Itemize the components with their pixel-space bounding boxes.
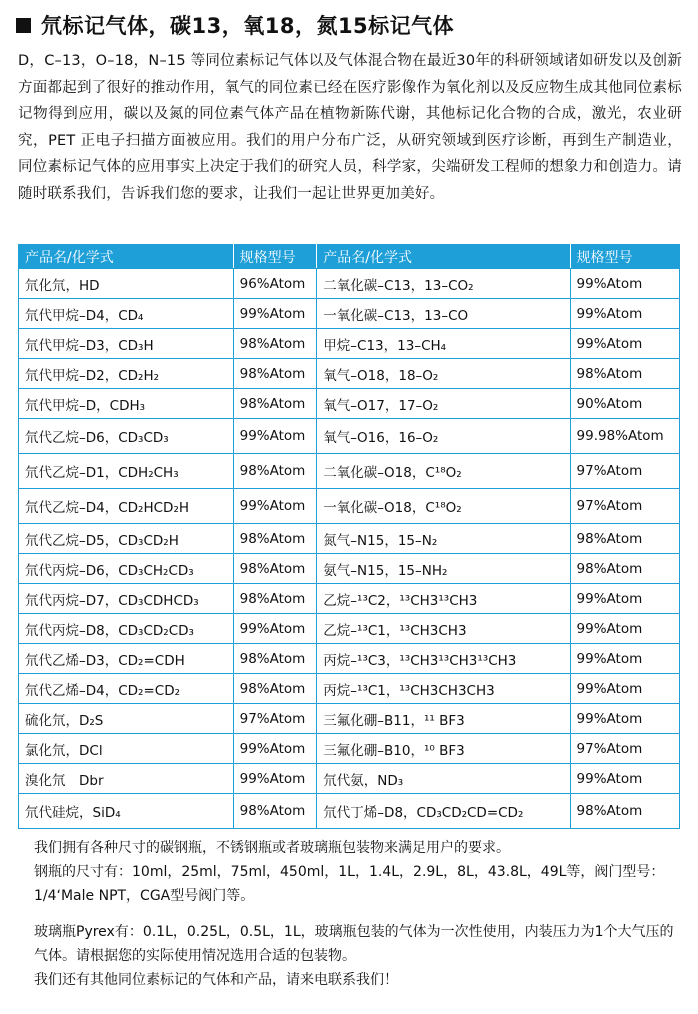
product-name-cell: 硫化氘，D₂S	[19, 704, 234, 734]
spec-cell: 96%Atom	[233, 269, 317, 299]
table-row	[19, 454, 680, 489]
spec-cell: 98%Atom	[570, 554, 679, 584]
page-title	[16, 10, 454, 40]
spec-cell: 99%Atom	[570, 584, 679, 614]
header-product-name-1: 产品名/化学式	[19, 245, 234, 269]
product-table	[18, 244, 680, 829]
product-name-cell: 氘代乙烯–D3，CD₂=CDH	[19, 644, 234, 674]
spec-cell: 99%Atom	[570, 299, 679, 329]
spec-cell: 98%Atom	[570, 359, 679, 389]
table-row	[19, 614, 680, 644]
product-name-cell: 氘代丁烯–D8，CD₃CD₂CD=CD₂	[317, 794, 570, 829]
table-body	[19, 269, 680, 829]
product-name-cell: 氘代甲烷–D3，CD₃H	[19, 329, 234, 359]
table-header-row	[19, 245, 680, 269]
spec-cell: 99%Atom	[233, 299, 317, 329]
spec-cell: 98%Atom	[233, 389, 317, 419]
product-name-cell: 氘代乙烷–D5，CD₃CD₂H	[19, 524, 234, 554]
spec-cell: 99%Atom	[570, 269, 679, 299]
product-name-cell: 二氧化碳–O18，C¹⁸O₂	[317, 454, 570, 489]
square-bullet-icon	[16, 18, 31, 33]
table-row	[19, 794, 680, 829]
product-name-cell: 氘代乙烷–D1，CDH₂CH₃	[19, 454, 234, 489]
table-row	[19, 419, 680, 454]
spec-cell: 97%Atom	[570, 454, 679, 489]
spec-cell: 98%Atom	[233, 329, 317, 359]
product-name-cell: 氘代乙烷–D6，CD₃CD₃	[19, 419, 234, 454]
product-name-cell: 一氧化碳–O18，C¹⁸O₂	[317, 489, 570, 524]
spec-cell: 97%Atom	[570, 734, 679, 764]
header-product-name-2: 产品名/化学式	[317, 245, 570, 269]
notes-line: 我们还有其他同位素标记的气体和产品，请来电联系我们！	[34, 972, 398, 988]
table-row	[19, 524, 680, 554]
page-title-text: 氘标记气体，碳13，氧18，氮15标记气体	[41, 14, 455, 38]
product-name-cell: 氘代甲烷–D4，CD₄	[19, 299, 234, 329]
spec-cell: 99%Atom	[233, 764, 317, 794]
notes-line: 钢瓶的尺寸有：10ml，25ml，75ml，450ml，1L，1.4L，2.9L，8L，43.8L，49L等，阀门型号：1/4‘Male NPT，CGA型号阀门等。	[34, 864, 665, 904]
table-row	[19, 389, 680, 419]
table-row	[19, 674, 680, 704]
spec-cell: 98%Atom	[233, 359, 317, 389]
product-name-cell: 丙烷–¹³C1，¹³CH3CH3CH3	[317, 674, 570, 704]
product-name-cell: 溴化氘 Dbr	[19, 764, 234, 794]
header-spec-2: 规格型号	[570, 245, 679, 269]
notes-section	[34, 836, 674, 992]
header-spec-1: 规格型号	[233, 245, 317, 269]
table-row	[19, 554, 680, 584]
table-row	[19, 584, 680, 614]
table-row	[19, 734, 680, 764]
spec-cell: 99%Atom	[570, 704, 679, 734]
table-row	[19, 359, 680, 389]
table-row	[19, 329, 680, 359]
spec-cell: 90%Atom	[570, 389, 679, 419]
product-name-cell: 氘化氘，HD	[19, 269, 234, 299]
product-name-cell: 氘代丙烷–D6，CD₃CH₂CD₃	[19, 554, 234, 584]
product-name-cell: 一氧化碳–C13，13–CO	[317, 299, 570, 329]
product-name-cell: 氮气–N15，15–N₂	[317, 524, 570, 554]
product-name-cell: 氘代乙烯–D4，CD₂=CD₂	[19, 674, 234, 704]
spec-cell: 99%Atom	[233, 489, 317, 524]
spec-cell: 98%Atom	[233, 554, 317, 584]
spec-cell: 99%Atom	[570, 329, 679, 359]
product-name-cell: 氘代丙烷–D7，CD₃CDHCD₃	[19, 584, 234, 614]
table-row	[19, 644, 680, 674]
spec-cell: 99%Atom	[570, 614, 679, 644]
spec-cell: 99%Atom	[233, 419, 317, 454]
product-name-cell: 氨气–N15，15–NH₂	[317, 554, 570, 584]
table-row	[19, 489, 680, 524]
product-name-cell: 氘代甲烷–D，CDH₃	[19, 389, 234, 419]
product-name-cell: 三氟化硼–B11，¹¹ BF3	[317, 704, 570, 734]
product-name-cell: 氘代氨，ND₃	[317, 764, 570, 794]
spec-cell: 99%Atom	[233, 734, 317, 764]
product-name-cell: 氧气–O18，18–O₂	[317, 359, 570, 389]
spec-cell: 97%Atom	[233, 704, 317, 734]
notes-line: 我们拥有各种尺寸的碳钢瓶，不锈钢瓶或者玻璃瓶包装物来满足用户的要求。	[34, 840, 510, 856]
spec-cell: 97%Atom	[570, 489, 679, 524]
spec-cell: 99%Atom	[233, 614, 317, 644]
product-name-cell: 乙烷–¹³C2，¹³CH3¹³CH3	[317, 584, 570, 614]
product-name-cell: 甲烷–C13，13–CH₄	[317, 329, 570, 359]
table-row	[19, 764, 680, 794]
spec-cell: 99.98%Atom	[570, 419, 679, 454]
product-name-cell: 氘代丙烷–D8，CD₃CD₂CD₃	[19, 614, 234, 644]
product-name-cell: 二氧化碳–C13，13–CO₂	[317, 269, 570, 299]
spec-cell: 98%Atom	[570, 794, 679, 829]
notes-line: 玻璃瓶Pyrex有：0.1L，0.25L，0.5L，1L，玻璃瓶包装的气体为一次性使用，内装压力为1个大气压的气体。请根据您的实际使用情况选用合适的包装物。	[34, 924, 674, 964]
product-name-cell: 氧气–O16，16–O₂	[317, 419, 570, 454]
product-name-cell: 氘代硅烷，SiD₄	[19, 794, 234, 829]
product-name-cell: 乙烷–¹³C1，¹³CH3CH3	[317, 614, 570, 644]
spec-cell: 98%Atom	[233, 524, 317, 554]
spec-cell: 98%Atom	[233, 674, 317, 704]
spec-cell: 99%Atom	[570, 644, 679, 674]
intro-paragraph: D，C–13，O–18，N–15 等同位素标记气体以及气体混合物在最近30年的科研领域诸如研发以及创新方面都起到了很好的推动作用，氧气的同位素已经在医疗影像作为氧化剂以及反应物生成其他同位素标记物得到应用，碳以及氮的同位素气体产品在植物新陈代谢，其他标记化合物的合成，激光，农业研究，PET 正电子扫描方面被应用。我们的用户分布广泛，从研究领域到医疗诊断，再到生产制造业，同位素标记气体的应用事实上决定于我们的研究人员，科学家，尖端研发工程师的想象力和创造力。请随时联系我们，告诉我们您的要求，让我们一起让世界更加美好。	[18, 53, 682, 202]
product-name-cell: 氧气–O17，17–O₂	[317, 389, 570, 419]
table-row	[19, 299, 680, 329]
product-name-cell: 三氟化硼–B10，¹⁰ BF3	[317, 734, 570, 764]
product-name-cell: 氘代乙烷–D4，CD₂HCD₂H	[19, 489, 234, 524]
product-name-cell: 丙烷–¹³C3，¹³CH3¹³CH3¹³CH3	[317, 644, 570, 674]
spec-cell: 98%Atom	[233, 794, 317, 829]
spec-cell: 98%Atom	[233, 454, 317, 489]
spec-cell: 99%Atom	[570, 674, 679, 704]
spec-cell: 98%Atom	[233, 584, 317, 614]
product-name-cell: 氯化氘，DCl	[19, 734, 234, 764]
product-name-cell: 氘代甲烷–D2，CD₂H₂	[19, 359, 234, 389]
spec-cell: 98%Atom	[570, 524, 679, 554]
spec-cell: 98%Atom	[233, 644, 317, 674]
table-row	[19, 269, 680, 299]
table-row	[19, 704, 680, 734]
spec-cell: 99%Atom	[570, 764, 679, 794]
